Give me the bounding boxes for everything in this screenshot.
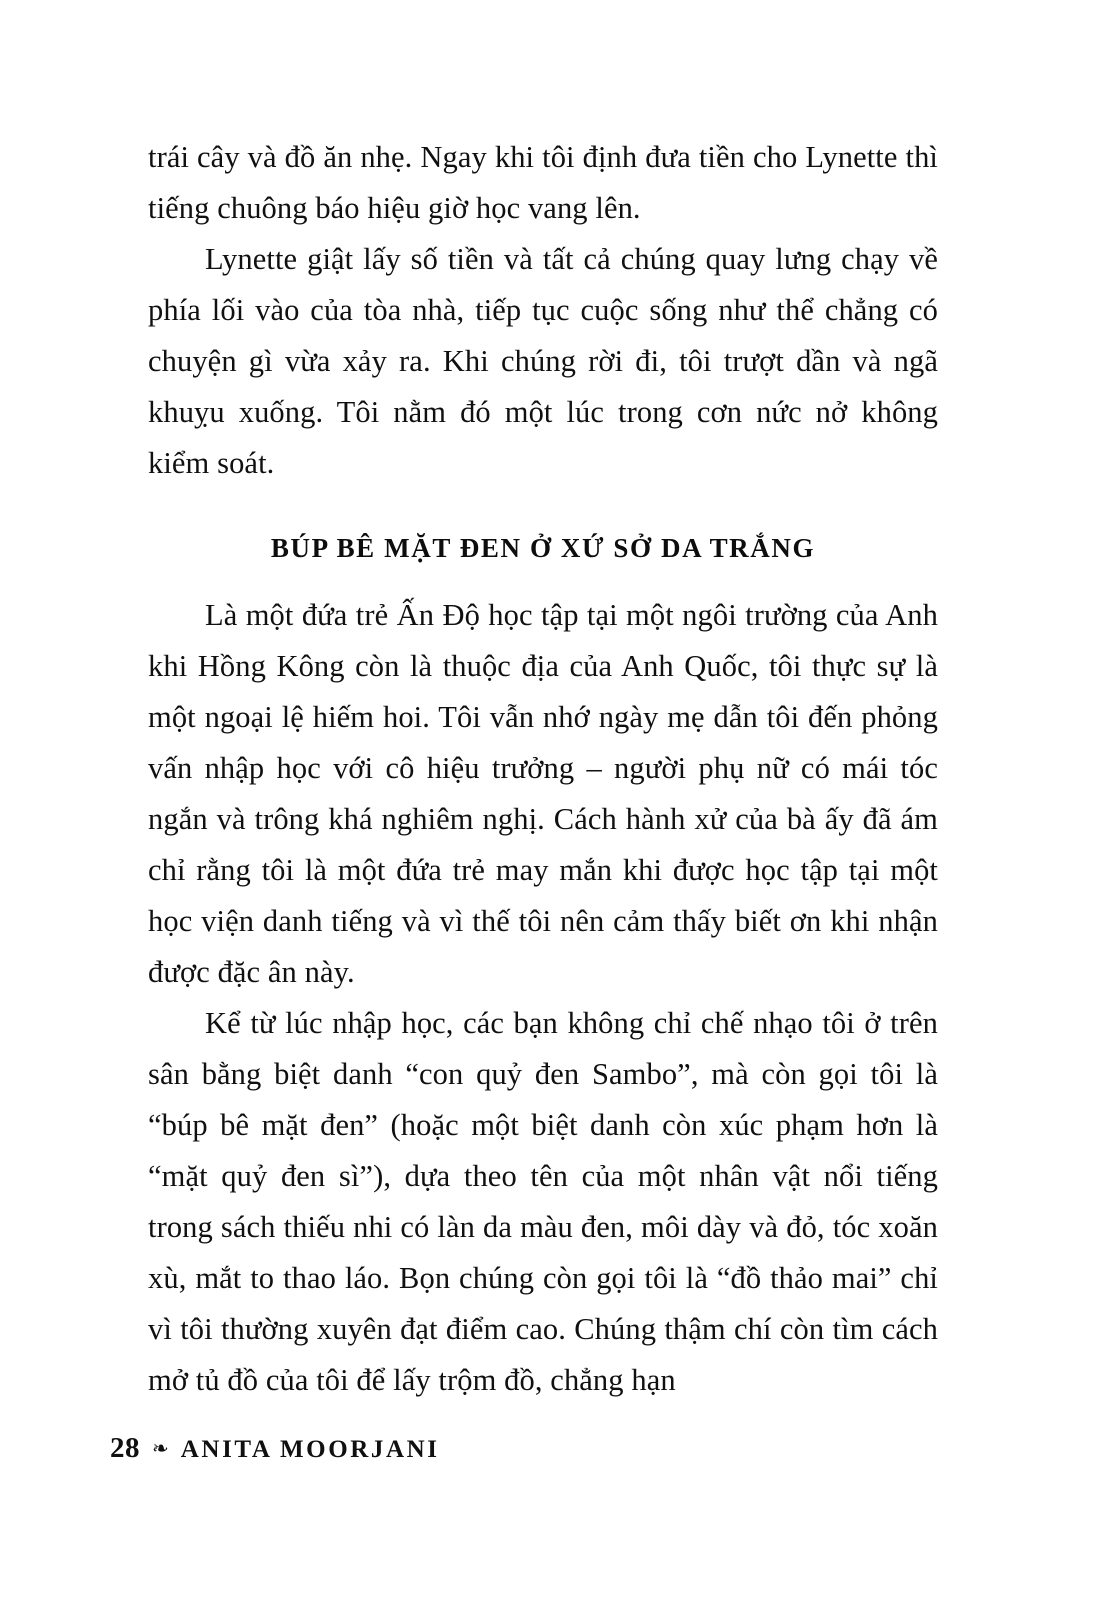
paragraph-3: Là một đứa trẻ Ấn Độ học tập tại một ngôi trường của Anh khi Hồng Kông còn là thuộc địa của Anh Quốc, tôi thực sự là một ngoại lệ hiếm hoi. Tôi vẫn nhớ ngày mẹ dẫn tôi đến phỏng vấn nhập học với cô hiệu trưởng – người phụ nữ có mái tóc ngắn và trông khá nghiêm nghị. Cách hành xử của bà ấy đã ám chỉ rằng tôi là một đứa trẻ may mắn khi được học tập tại một học viện danh tiếng và vì thế tôi nên cảm thấy biết ơn khi nhận được đặc ân này. — [148, 598, 938, 989]
paragraph-2: Lynette giật lấy số tiền và tất cả chúng quay lưng chạy về phía lối vào của tòa nhà, tiếp tục cuộc sống như thể chẳng có chuyện gì vừa xảy ra. Khi chúng rời đi, tôi trượt dần và ngã khuỵu xuống. Tôi nằm đó một lúc trong cơn nức nở không kiểm soát. — [148, 242, 938, 480]
leaf-ornament-icon: ❧ — [152, 1438, 169, 1460]
paragraph-4: Kể từ lúc nhập học, các bạn không chỉ chế nhạo tôi ở trên sân bằng biệt danh “con quỷ đen Sambo”, mà còn gọi tôi là “búp bê mặt đen” (hoặc một biệt danh còn xúc phạm hơn là “mặt quỷ đen sì”), dựa theo tên của một nhân vật nổi tiếng trong sách thiếu nhi có làn da màu đen, môi dày và đỏ, tóc xoăn xù, mắt to thao láo. Bọn chúng còn gọi tôi là “đồ thảo mai” chỉ vì tôi thường xuyên đạt điểm cao. Chúng thậm chí còn tìm cách mở tủ đồ của tôi để lấy trộm đồ, chẳng hạn — [148, 1006, 938, 1397]
page-footer — [110, 1432, 440, 1465]
author-name: ANITA MOORJANI — [180, 1436, 440, 1463]
page-number: 28 — [110, 1432, 140, 1464]
page-content — [148, 132, 938, 1406]
section-heading: BÚP BÊ MẶT ĐEN Ở XỨ SỞ DA TRẮNG — [270, 533, 816, 563]
paragraph-1: trái cây và đồ ăn nhẹ. Ngay khi tôi định đưa tiền cho Lynette thì tiếng chuông báo hiệu giờ học vang lên. — [148, 140, 938, 225]
